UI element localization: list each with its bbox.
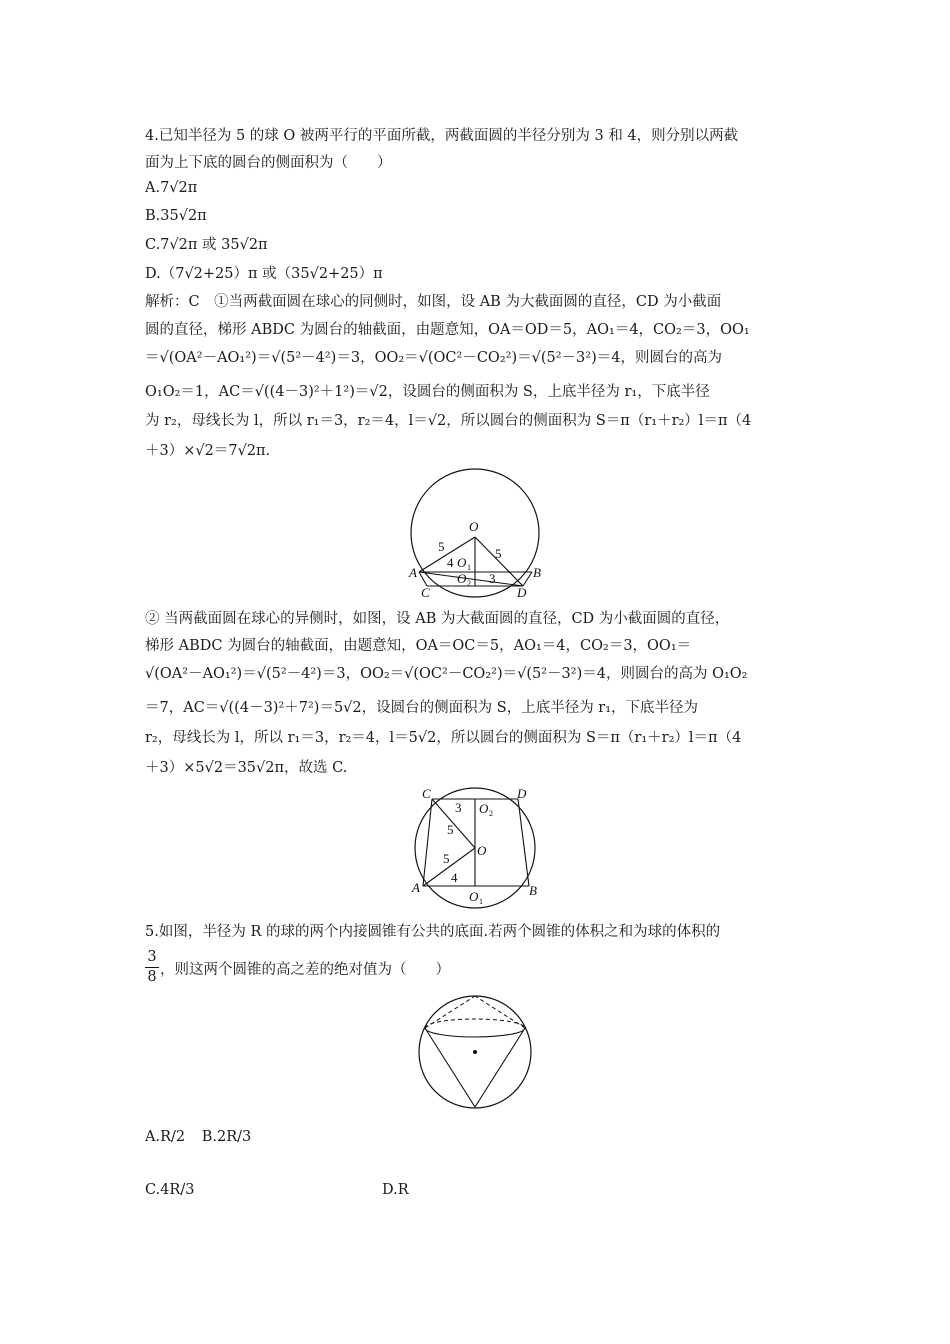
q4-solution-line-10: ＝7，AC＝√((4－3)²＋7²)＝5√2，设圆台的侧面积为 S，上底半径为 r₁，下底半径为 [145, 700, 699, 716]
q5-stem-line-2: ，则这两个圆锥的高之差的绝对值为（ ） [160, 962, 450, 978]
fig2-sub-1: 1 [479, 897, 483, 906]
q4-solution-line-12: ＋3）×5√2＝35√2π，故选 C. [145, 760, 348, 776]
fig2-label-O1: O [469, 889, 479, 904]
fig2-num-5-lower: 5 [443, 851, 450, 866]
fig2-num-5-upper: 5 [447, 822, 454, 837]
q5-option-c: C.4R/3 [145, 1182, 195, 1198]
figure-sphere-two-cones [415, 990, 555, 1115]
fig2-sub-2: 2 [489, 809, 493, 818]
fig1-label-O2: O [457, 571, 467, 586]
q4-option-d: D.（7√2+25）π 或（35√2+25）π [145, 266, 383, 282]
q4-solution-line-11: r₂，母线长为 l，所以 r₁＝3，r₂＝4，l＝5√2，所以圆台的侧面积为 S＝π（r₁＋r₂）l＝π（4 [145, 730, 742, 746]
q4-solution-line-3: ＝√(OA²－AO₁²)＝√(5²－4²)＝3，OO₂＝√(OC²－CO₂²)＝√(5²－3²)＝4，则圆台的高为 [145, 350, 722, 366]
q4-solution-line-1: 解析：C ①当两截面圆在球心的同侧时，如图，设 AB 为大截面圆的直径，CD 为小截面 [145, 294, 722, 310]
q4-option-a: A.7√2π [145, 180, 198, 196]
fig1-label-O: O [469, 519, 479, 534]
q5-option-a-b-line [145, 1127, 810, 1147]
q5-fraction [145, 948, 159, 987]
q4-solution-line-6: ＋3）×√2＝7√2π. [145, 443, 271, 459]
fig2-label-O: O [477, 843, 487, 858]
fig1-sub-2: 2 [467, 579, 471, 588]
q4-stem-line-1: 4.已知半径为 5 的球 O 被两平行的平面所截，两截面圆的半径分别为 3 和 4，则分别以两截 [145, 128, 739, 144]
fig1-sub-1: 1 [467, 563, 471, 572]
fig2-label-D: D [517, 786, 527, 801]
fig1-label-O1: O [457, 555, 467, 570]
fig1-label-B: B [533, 565, 541, 580]
fig2-label-A: A [412, 880, 420, 895]
fig2-label-B: B [529, 883, 537, 898]
q4-solution-line-4: O₁O₂＝1，AC＝√((4－3)²＋1²)＝√2，设圆台的侧面积为 S，上底半径为 r₁，下底半径 [145, 384, 710, 400]
q4-solution-line-2: 圆的直径，梯形 ABDC 为圆台的轴截面，由题意知，OA＝OD＝5，AO₁＝4，CO₂＝3，OO₁ [145, 322, 750, 338]
fig1-num-3: 3 [489, 571, 496, 586]
fig1-num-4: 4 [447, 555, 454, 570]
q5-fraction-denominator: 8 [147, 969, 157, 985]
q5-stem-line-1: 5.如图，半径为 R 的球的两个内接圆锥有公共的底面.若两个圆锥的体积之和为球的体积的 [145, 924, 721, 940]
figure-same-side-frustum [405, 465, 545, 600]
q5-option-b: B.2R/3 [201, 1129, 252, 1145]
q4-solution-line-7: ② 当两截面圆在球心的异侧时，如图，设 AB 为大截面圆的直径，CD 为小截面圆的直径， [145, 611, 730, 627]
q4-solution-line-5: 为 r₂，母线长为 l，所以 r₁＝3，r₂＝4，l＝√2，所以圆台的侧面积为 S＝π（r₁＋r₂）l＝π（4 [145, 413, 752, 429]
figure-opposite-side-frustum [405, 785, 545, 910]
q4-option-c: C.7√2π 或 35√2π [145, 237, 268, 253]
q4-solution-line-9: √(OA²－AO₁²)＝√(5²－4²)＝3，OO₂＝√(OC²－CO₂²)＝√(5²－3²)＝4，则圆台的高为 O₁O₂ [145, 666, 748, 682]
fig2-num-3: 3 [455, 800, 462, 815]
fig1-label-C: C [421, 585, 430, 600]
fig1-num-5-right: 5 [495, 546, 502, 561]
fig1-label-D: D [517, 585, 527, 600]
q5-option-d: D.R [382, 1182, 409, 1198]
fig1-num-5-left: 5 [438, 539, 445, 554]
q5-fraction-numerator: 3 [147, 949, 157, 965]
q4-solution-line-8: 梯形 ABDC 为圆台的轴截面，由题意知，OA＝OC＝5，AO₁＝4，CO₂＝3，OO₁＝ [145, 638, 692, 654]
fig2-label-C: C [422, 786, 431, 801]
fig2-num-4: 4 [451, 870, 458, 885]
q5-option-a: A.R/2 [145, 1129, 186, 1145]
fig2-label-O2: O [479, 801, 489, 816]
q4-option-b: B.35√2π [145, 208, 207, 224]
q4-stem-line-2: 面为上下底的圆台的侧面积为（ ） [145, 155, 392, 171]
fig1-label-A: A [409, 565, 417, 580]
